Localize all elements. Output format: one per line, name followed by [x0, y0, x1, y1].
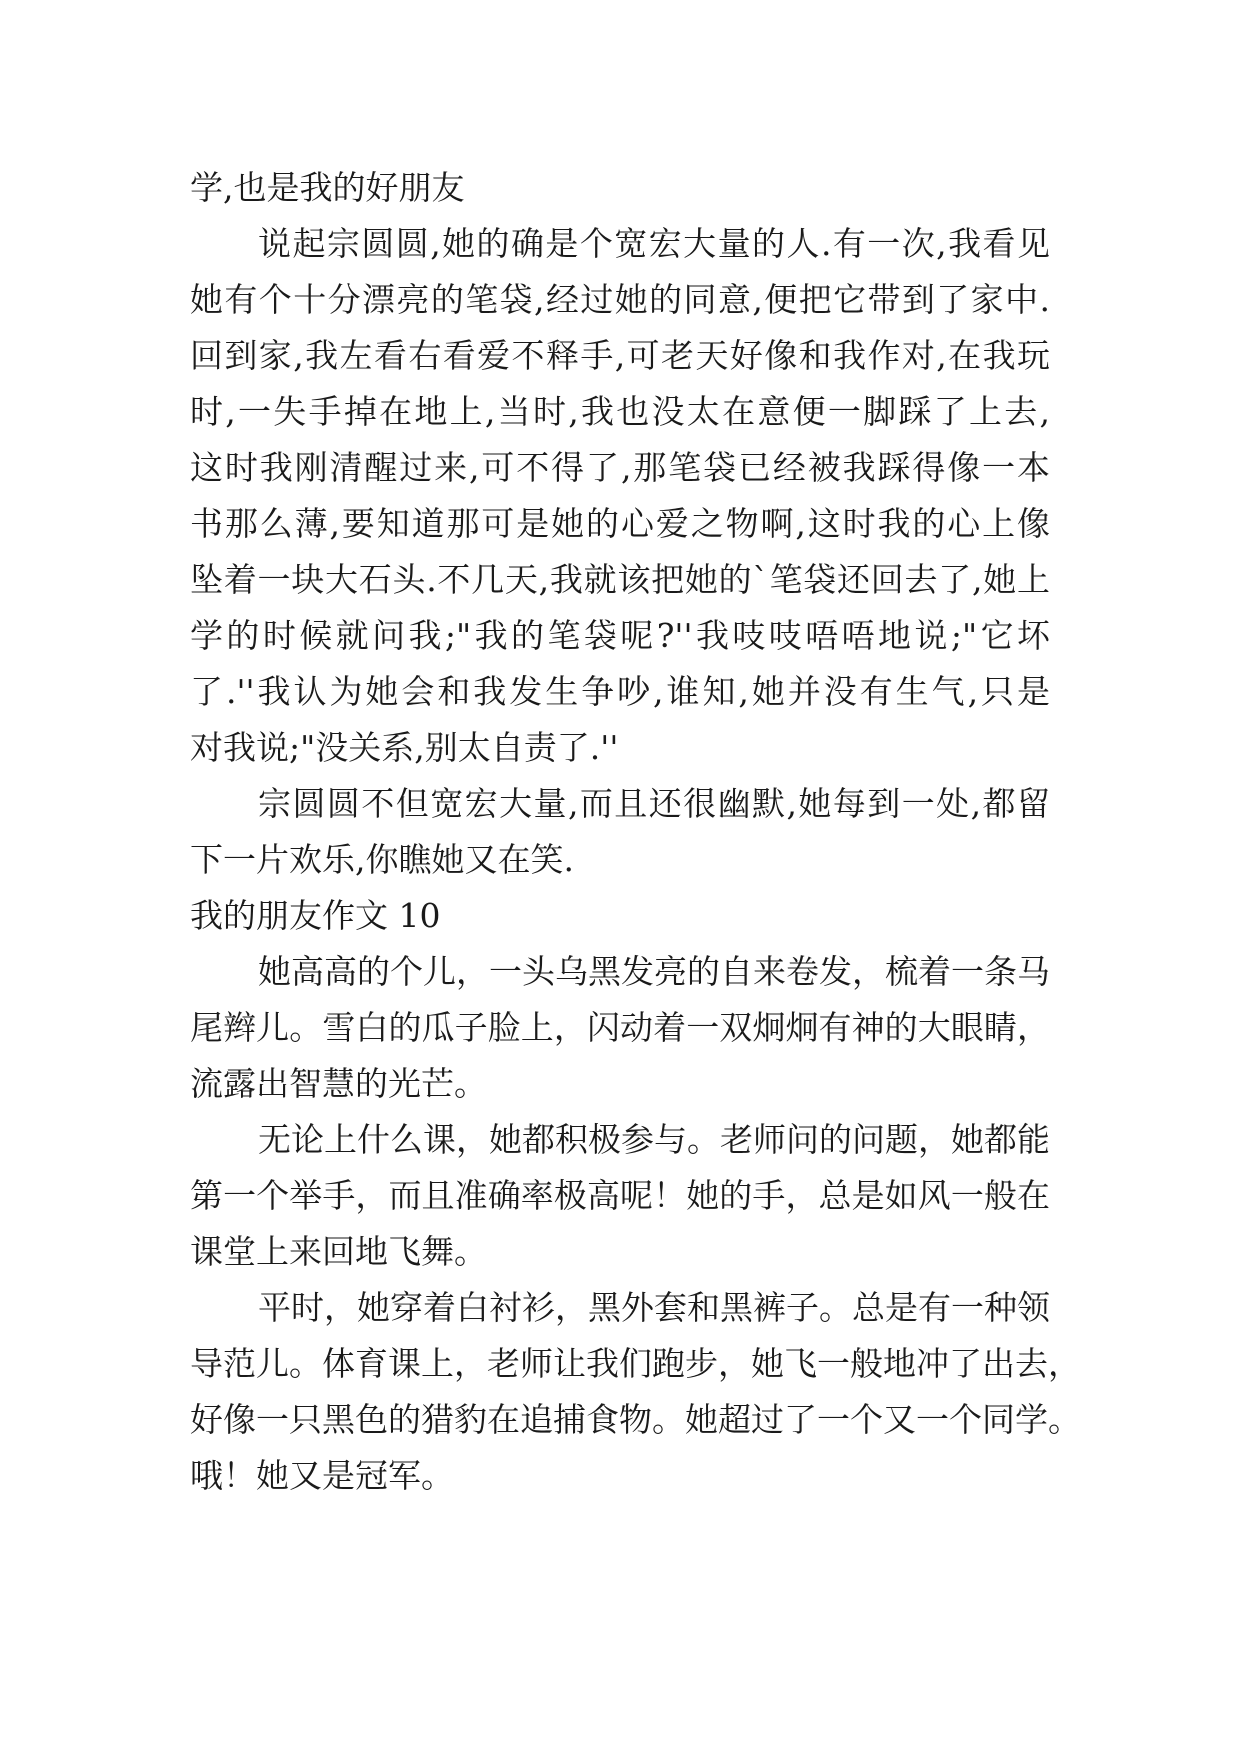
section-heading: 我的朋友作文 10 [190, 896, 441, 935]
text-line: 下一片欢乐,你瞧她又在笑. [190, 840, 574, 879]
text-line: 哦！她又是冠军。 [190, 1456, 454, 1495]
text-line: 对我说;"没关系,别太自责了.'' [190, 728, 619, 767]
text-line: 书那么薄,要知道那可是她的心爱之物啊,这时我的心上像 [190, 504, 1050, 543]
paragraph-first-line: 说起宗圆圆,她的确是个宽宏大量的人.有一次,我看见 [258, 224, 1050, 263]
text-line: 导范儿。体育课上，老师让我们跑步，她飞一般地冲了出去， [190, 1344, 1081, 1383]
paragraph-first-line: 无论上什么课，她都积极参与。老师问的问题，她都能 [258, 1120, 1050, 1159]
text-line: 第一个举手，而且准确率极高呢！她的手，总是如风一般在 [190, 1176, 1050, 1215]
text-line: 时,一失手掉在地上,当时,我也没太在意便一脚踩了上去, [190, 392, 1050, 431]
text-line: 这时我刚清醒过来,可不得了,那笔袋已经被我踩得像一本 [190, 448, 1050, 487]
text-line: 尾辫儿。雪白的瓜子脸上，闪动着一双炯炯有神的大眼睛， [190, 1008, 1050, 1047]
text-line: 课堂上来回地飞舞。 [190, 1232, 487, 1271]
text-line: 学的时候就问我;"我的笔袋呢?''我吱吱唔唔地说;"它坏 [190, 616, 1050, 655]
text-line: 了.''我认为她会和我发生争吵,谁知,她并没有生气,只是 [190, 672, 1050, 711]
text-line: 学,也是我的好朋友 [190, 168, 465, 207]
paragraph-first-line: 宗圆圆不但宽宏大量,而且还很幽默,她每到一处,都留 [258, 784, 1050, 823]
text-line: 坠着一块大石头.不几天,我就该把她的`笔袋还回去了,她上 [190, 560, 1050, 599]
text-line: 回到家,我左看右看爱不释手,可老天好像和我作对,在我玩 [190, 336, 1050, 375]
paragraph-first-line: 平时，她穿着白衬衫，黑外套和黑裤子。总是有一种领 [258, 1288, 1050, 1327]
text-line: 流露出智慧的光芒。 [190, 1064, 487, 1103]
text-line: 她有个十分漂亮的笔袋,经过她的同意,便把它带到了家中. [190, 280, 1050, 319]
text-line: 好像一只黑色的猎豹在追捕食物。她超过了一个又一个同学。 [190, 1400, 1081, 1439]
paragraph-first-line: 她高高的个儿，一头乌黑发亮的自来卷发，梳着一条马 [258, 952, 1050, 991]
document-body [190, 160, 1081, 1504]
